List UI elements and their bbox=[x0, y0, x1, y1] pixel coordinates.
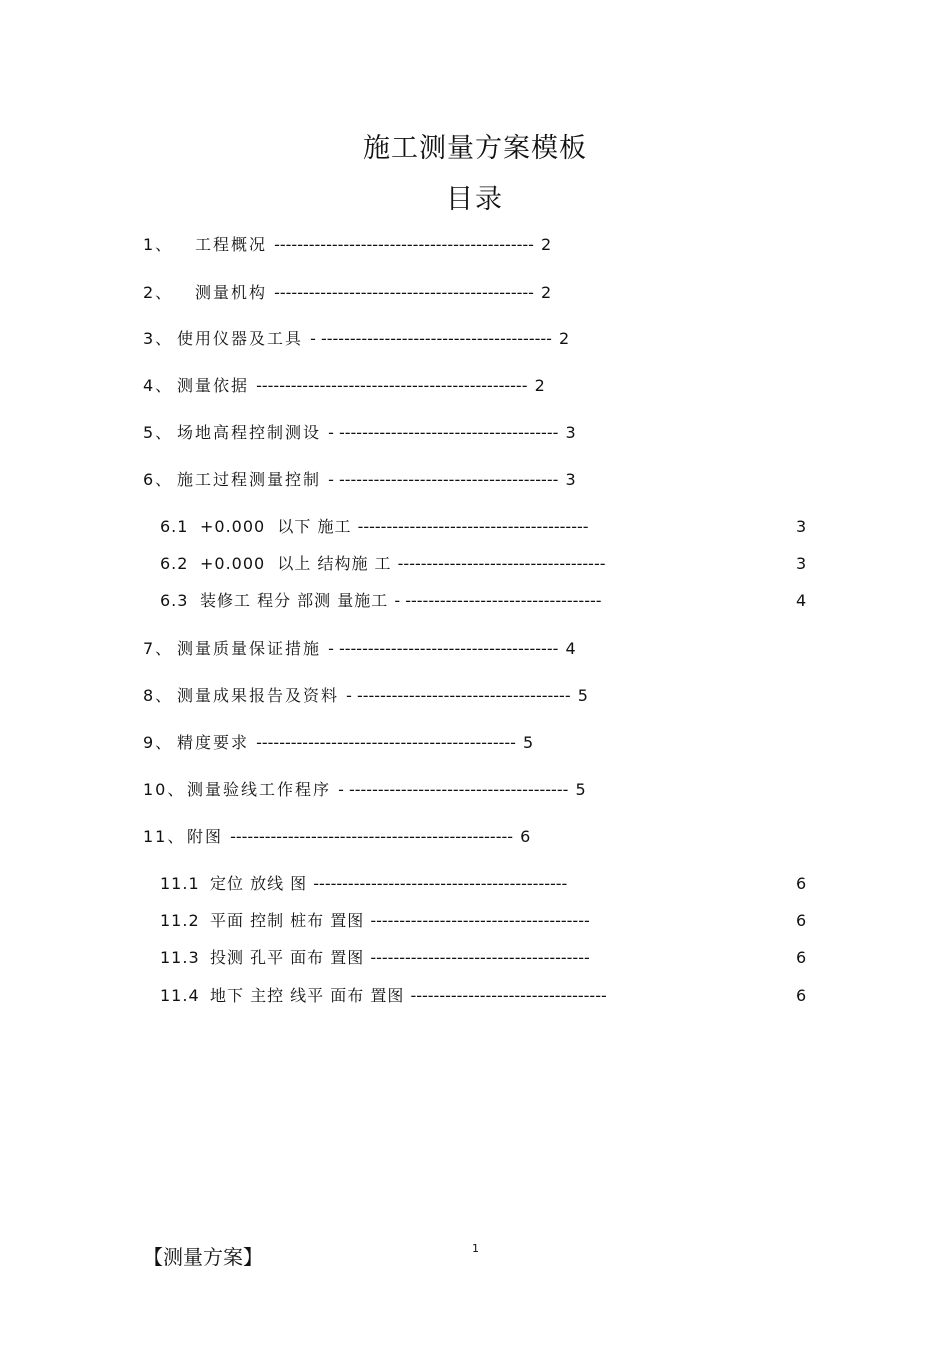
toc-entry-label: 测量依据 bbox=[177, 376, 250, 395]
toc-entry-page: 4 bbox=[565, 639, 576, 658]
toc-entry[interactable] bbox=[143, 639, 576, 659]
toc-subentry-label: 平面 控制 桩布 置图 bbox=[210, 911, 365, 930]
toc-heading: 目录 bbox=[446, 184, 504, 215]
toc-subentry-number: 6.1 bbox=[160, 517, 189, 536]
toc-subentry-page: 4 bbox=[796, 591, 807, 610]
toc-entry-leader: --------------------------------------------- bbox=[256, 733, 516, 752]
toc-subentry-leader: - ---------------------------------- bbox=[394, 591, 602, 610]
toc-subentry[interactable] bbox=[160, 911, 807, 931]
toc-entry-number: 2、 bbox=[143, 283, 174, 302]
toc-entry-label: 测量验线工作程序 bbox=[187, 780, 332, 799]
toc-entry-page: 2 bbox=[559, 329, 570, 348]
toc-entry-label: 附图 bbox=[187, 827, 224, 846]
toc-entry[interactable] bbox=[143, 470, 576, 490]
toc-entry-page: 2 bbox=[541, 283, 552, 302]
toc-entry[interactable] bbox=[143, 329, 569, 349]
toc-entry-leader: ----------------------------------------------- bbox=[256, 376, 528, 395]
toc-entry-number: 11、 bbox=[143, 827, 186, 846]
toc-entry-leader: - ------------------------------------- bbox=[346, 686, 571, 705]
toc-entry-leader: - ---------------------------------------- bbox=[310, 329, 552, 348]
toc-entry-label: 施工过程测量控制 bbox=[177, 470, 322, 489]
toc-entry-number: 3、 bbox=[143, 329, 174, 348]
page-number: 1 bbox=[472, 1242, 479, 1255]
toc-subentry-leader: -------------------------------------- bbox=[370, 911, 590, 930]
toc-subentry-leader: ---------------------------------- bbox=[410, 986, 607, 1005]
toc-entry[interactable] bbox=[143, 780, 586, 800]
toc-subentry-number: 11.4 bbox=[160, 986, 200, 1005]
toc-subentry-page: 6 bbox=[796, 874, 807, 893]
toc-entry-label: 测量机构 bbox=[195, 283, 268, 302]
toc-entry[interactable] bbox=[143, 376, 545, 396]
toc-entry-page: 2 bbox=[534, 376, 545, 395]
toc-entry-label: 工程概况 bbox=[195, 235, 268, 254]
toc-subentry-number: 6.2 bbox=[160, 554, 189, 573]
toc-subentry-number: 11.1 bbox=[160, 874, 200, 893]
toc-entry[interactable] bbox=[143, 283, 551, 303]
toc-subentry[interactable] bbox=[160, 874, 807, 894]
toc-subentry-page: 6 bbox=[796, 948, 807, 967]
toc-subentry-label: 投测 孔平 面布 置图 bbox=[210, 948, 365, 967]
toc-entry-page: 5 bbox=[575, 780, 586, 799]
toc-entry[interactable] bbox=[143, 235, 551, 255]
toc-entry-leader: --------------------------------------------- bbox=[274, 235, 534, 254]
toc-entry-page: 5 bbox=[577, 686, 588, 705]
toc-subentry[interactable] bbox=[160, 554, 807, 574]
toc-subentry[interactable] bbox=[160, 948, 807, 968]
toc-entry-number: 1、 bbox=[143, 235, 174, 254]
toc-entry-page: 2 bbox=[541, 235, 552, 254]
toc-subentry[interactable] bbox=[160, 591, 807, 611]
toc-subentry-number: 11.3 bbox=[160, 948, 200, 967]
toc-entry-page: 6 bbox=[520, 827, 531, 846]
toc-subentry-leader: ------------------------------------ bbox=[397, 554, 606, 573]
toc-subentry-leader: -------------------------------------------- bbox=[313, 874, 568, 893]
toc-entry[interactable] bbox=[143, 733, 533, 753]
toc-entry-page: 3 bbox=[565, 423, 576, 442]
toc-entry-label: 测量成果报告及资料 bbox=[177, 686, 340, 705]
toc-entry-leader: --------------------------------------------- bbox=[274, 283, 534, 302]
toc-subentry-leader: -------------------------------------- bbox=[370, 948, 590, 967]
toc-entry-label: 精度要求 bbox=[177, 733, 250, 752]
toc-subentry-label: +0.000 以下 施工 bbox=[200, 517, 352, 536]
toc-subentry-page: 6 bbox=[796, 911, 807, 930]
toc-entry-number: 4、 bbox=[143, 376, 174, 395]
toc-entry-label: 场地高程控制测设 bbox=[177, 423, 322, 442]
toc-entry-number: 6、 bbox=[143, 470, 174, 489]
toc-subentry-label: +0.000 以上 结构施 工 bbox=[200, 554, 392, 573]
toc-subentry-leader: ---------------------------------------- bbox=[357, 517, 589, 536]
toc-entry-label: 测量质量保证措施 bbox=[177, 639, 322, 658]
toc-entry-number: 7、 bbox=[143, 639, 174, 658]
toc-entry[interactable] bbox=[143, 827, 530, 847]
toc-subentry-label: 装修工 程分 部测 量施工 bbox=[200, 591, 389, 610]
toc-entry-leader: - -------------------------------------- bbox=[328, 470, 559, 489]
toc-subentry-number: 11.2 bbox=[160, 911, 200, 930]
footer-label: 【测量方案】 bbox=[143, 1245, 263, 1269]
toc-entry[interactable] bbox=[143, 423, 576, 443]
toc-entry-leader: - -------------------------------------- bbox=[338, 780, 569, 799]
toc-subentry-label: 地下 主控 线平 面布 置图 bbox=[210, 986, 405, 1005]
toc-entry-page: 3 bbox=[565, 470, 576, 489]
toc-entry-number: 8、 bbox=[143, 686, 174, 705]
toc-subentry-page: 3 bbox=[796, 517, 807, 536]
document-title: 施工测量方案模板 bbox=[363, 133, 587, 164]
toc-entry-leader: - -------------------------------------- bbox=[328, 423, 559, 442]
toc-subentry[interactable] bbox=[160, 986, 807, 1006]
toc-entry-leader: ------------------------------------------------- bbox=[230, 827, 514, 846]
toc-subentry-page: 6 bbox=[796, 986, 807, 1005]
toc-entry-number: 9、 bbox=[143, 733, 174, 752]
toc-entry-leader: - -------------------------------------- bbox=[328, 639, 559, 658]
toc-subentry-number: 6.3 bbox=[160, 591, 189, 610]
toc-subentry-label: 定位 放线 图 bbox=[210, 874, 308, 893]
toc-entry-number: 5、 bbox=[143, 423, 174, 442]
toc-subentry-page: 3 bbox=[796, 554, 807, 573]
toc-subentry[interactable] bbox=[160, 517, 807, 537]
toc-entry[interactable] bbox=[143, 686, 588, 706]
toc-entry-label: 使用仪器及工具 bbox=[177, 329, 304, 348]
toc-entry-page: 5 bbox=[523, 733, 534, 752]
toc-entry-number: 10、 bbox=[143, 780, 186, 799]
